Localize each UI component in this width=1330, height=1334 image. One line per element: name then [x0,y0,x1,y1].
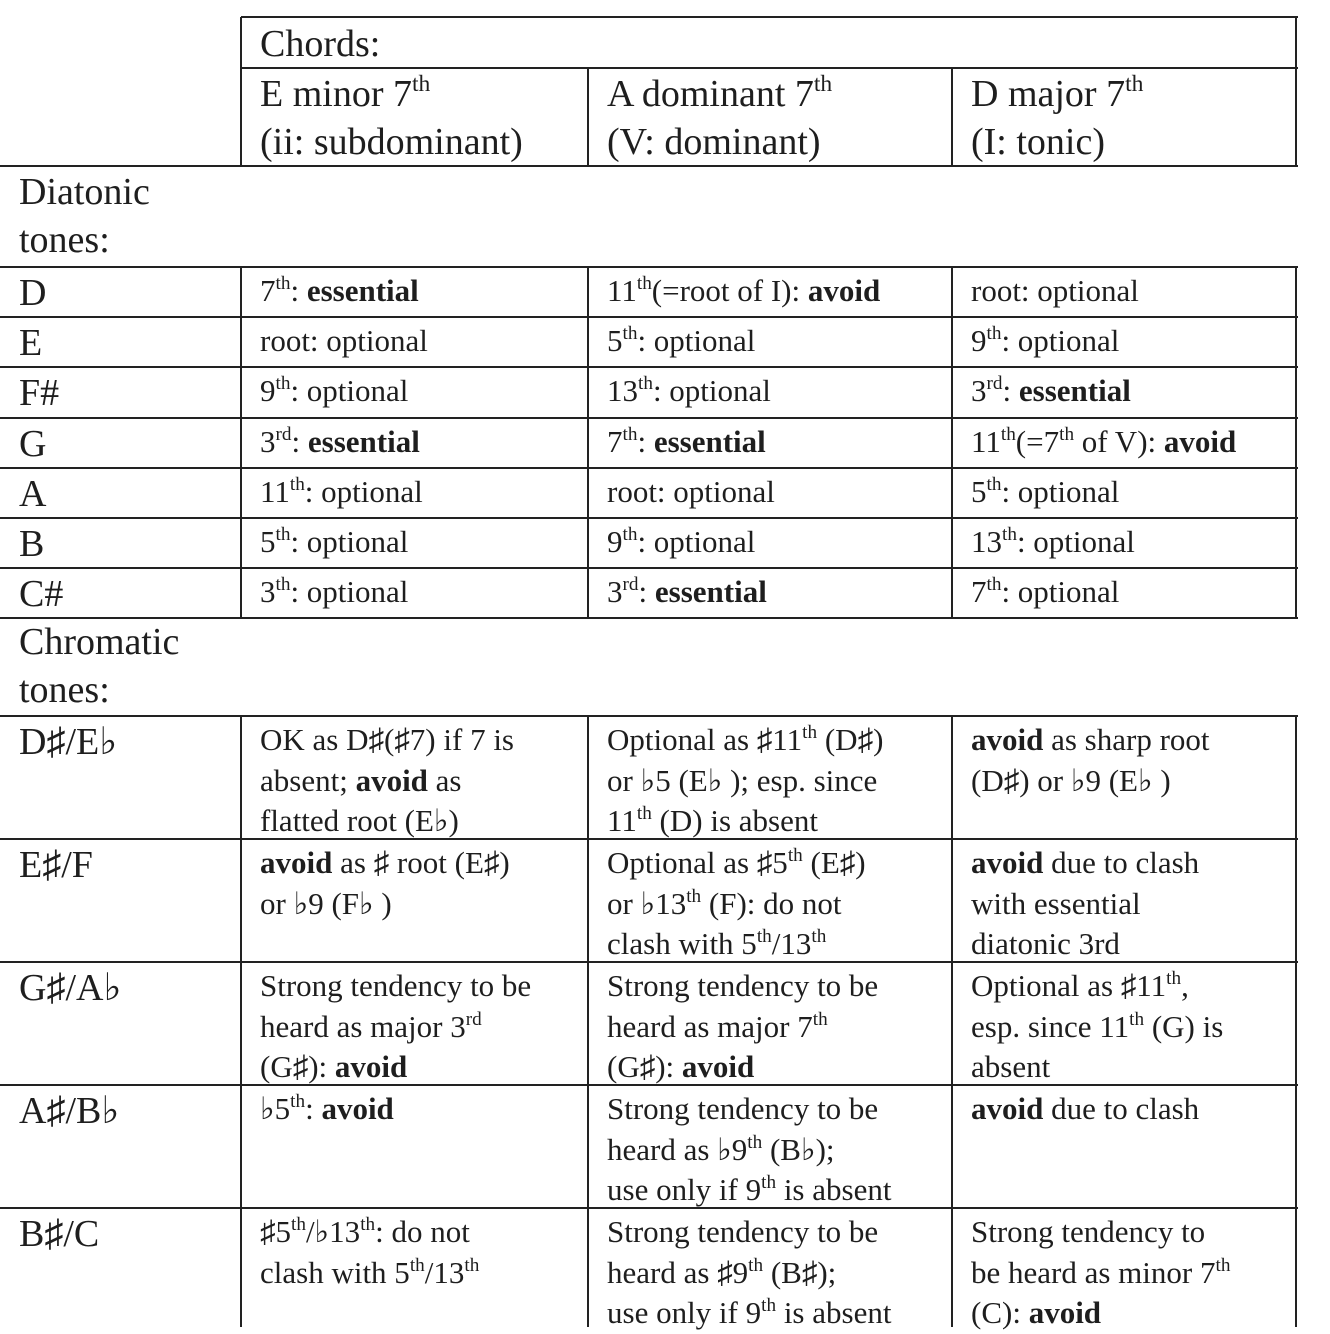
table-cell: OK as D♯(♯7) if 7 is absent; avoid as flatted root (E♭) [260,722,514,838]
table-cell: ♯5th/♭13th: do not clash with 5th/13th [260,1214,480,1290]
table-cell: 3rd: essential [971,373,1131,409]
section-diatonic-line1: Diatonic [19,171,150,213]
tone-label: F# [19,372,60,415]
table-cell: 3rd: essential [260,423,420,459]
table-cell: 3th: optional [260,574,409,610]
table-cell: 5th: optional [971,473,1120,509]
tone-label: A [19,472,47,515]
chords-label: Chords: [260,23,381,65]
grid-vline [951,68,953,166]
grid-hline [0,1207,1298,1209]
chord-header-0: E minor 7th (ii: subdominant) [260,71,523,163]
table-cell: 11th(=7th of V): avoid [971,423,1237,459]
grid-hline [0,165,1298,167]
grid-vline [1295,17,1297,166]
section-chromatic-line1: Chromatic [19,621,180,663]
tone-label: C# [19,573,64,616]
table-cell: 5th: optional [607,323,756,359]
table-cell: 9th: optional [971,323,1120,359]
grid-hline [0,266,1298,268]
tone-label: E♯/F [19,844,93,886]
table-cell: ♭5th: avoid [260,1091,394,1126]
grid-hline [0,467,1298,469]
grid-hline [0,417,1298,419]
table-cell: Strong tendency to be heard as ♯9th (B♯); use only if 9th is absent [607,1214,892,1330]
table-cell: Strong tendency to be heard as major 7th (G♯): avoid [607,968,879,1084]
grid-vline [951,716,953,1327]
grid-vline [587,716,589,1327]
table-cell: Strong tendency to be heard as major 3rd (G♯): avoid [260,968,532,1084]
table-cell: 7th: essential [607,423,766,459]
table-cell: avoid due to clash [971,1091,1200,1126]
table-cell: 13th: optional [607,373,771,409]
table-cell: avoid as sharp root (D♯) or ♭9 (E♭ ) [971,722,1210,798]
tone-label: D [19,272,47,314]
tone-label: B♯/C [19,1213,100,1255]
section-chromatic-line2: tones: [19,669,110,711]
chord-header-1: A dominant 7th (V: dominant) [607,71,833,163]
tone-label: G [19,422,47,465]
table-cell: 7th: essential [260,273,419,308]
grid-hline [0,617,1298,619]
grid-hline [241,16,1298,18]
table-cell: Optional as ♯11th, esp. since 11th (G) is absent [971,968,1224,1084]
grid-vline [1295,267,1297,618]
grid-hline [0,715,1298,717]
table-cell: Strong tendency to be heard as ♭9th (B♭); use only if 9th is absent [607,1091,892,1207]
table-cell: 9th: optional [260,373,409,409]
grid-hline [0,838,1298,840]
tone-label: E [19,322,43,365]
table-cell: 11th: optional [260,473,423,509]
chord-header-2: D major 7th (I: tonic) [971,71,1144,163]
tone-label: G♯/A♭ [19,967,122,1009]
table-cell: Strong tendency to be heard as minor 7th (C): avoid [971,1214,1231,1330]
grid-vline [951,267,953,618]
grid-vline [240,17,242,166]
grid-vline [240,267,242,618]
grid-hline [0,517,1298,519]
table-cell: 9th: optional [607,524,756,559]
section-chromatic-label [0,618,179,714]
tone-label: D♯/E♭ [19,721,118,763]
table-cell: 13th: optional [971,524,1135,559]
grid-hline [0,961,1298,963]
table-cell: root: optional [260,323,428,359]
table-cell: 3rd: essential [607,574,767,610]
table-cell: avoid as ♯ root (E♯) or ♭9 (F♭ ) [260,845,510,921]
table-cell: avoid due to clash with essential diatonic 3rd [971,845,1200,961]
grid-hline [241,67,1298,69]
grid-vline [587,68,589,166]
table-cell: root: optional [607,473,775,509]
grid-hline [0,567,1298,569]
tone-label: B [19,523,45,565]
section-diatonic-label [0,168,150,264]
table-cell: 11th(=root of I): avoid [607,273,881,308]
grid-hline [0,1084,1298,1086]
table-cell: root: optional [971,273,1139,308]
section-diatonic-line2: tones: [19,219,110,261]
grid-vline [1295,716,1297,1327]
tone-label: A♯/B♭ [19,1090,120,1132]
table-cell: 7th: optional [971,574,1120,610]
table-cell: Optional as ♯5th (E♯) or ♭13th (F): do not clash with 5th/13th [607,845,866,961]
grid-hline [0,366,1298,368]
grid-vline [587,267,589,618]
table-cell: Optional as ♯11th (D♯) or ♭5 (E♭ ); esp. since 11th (D) is absent [607,722,884,838]
grid-hline [0,316,1298,318]
grid-vline [240,716,242,1327]
table-cell: 5th: optional [260,524,409,559]
